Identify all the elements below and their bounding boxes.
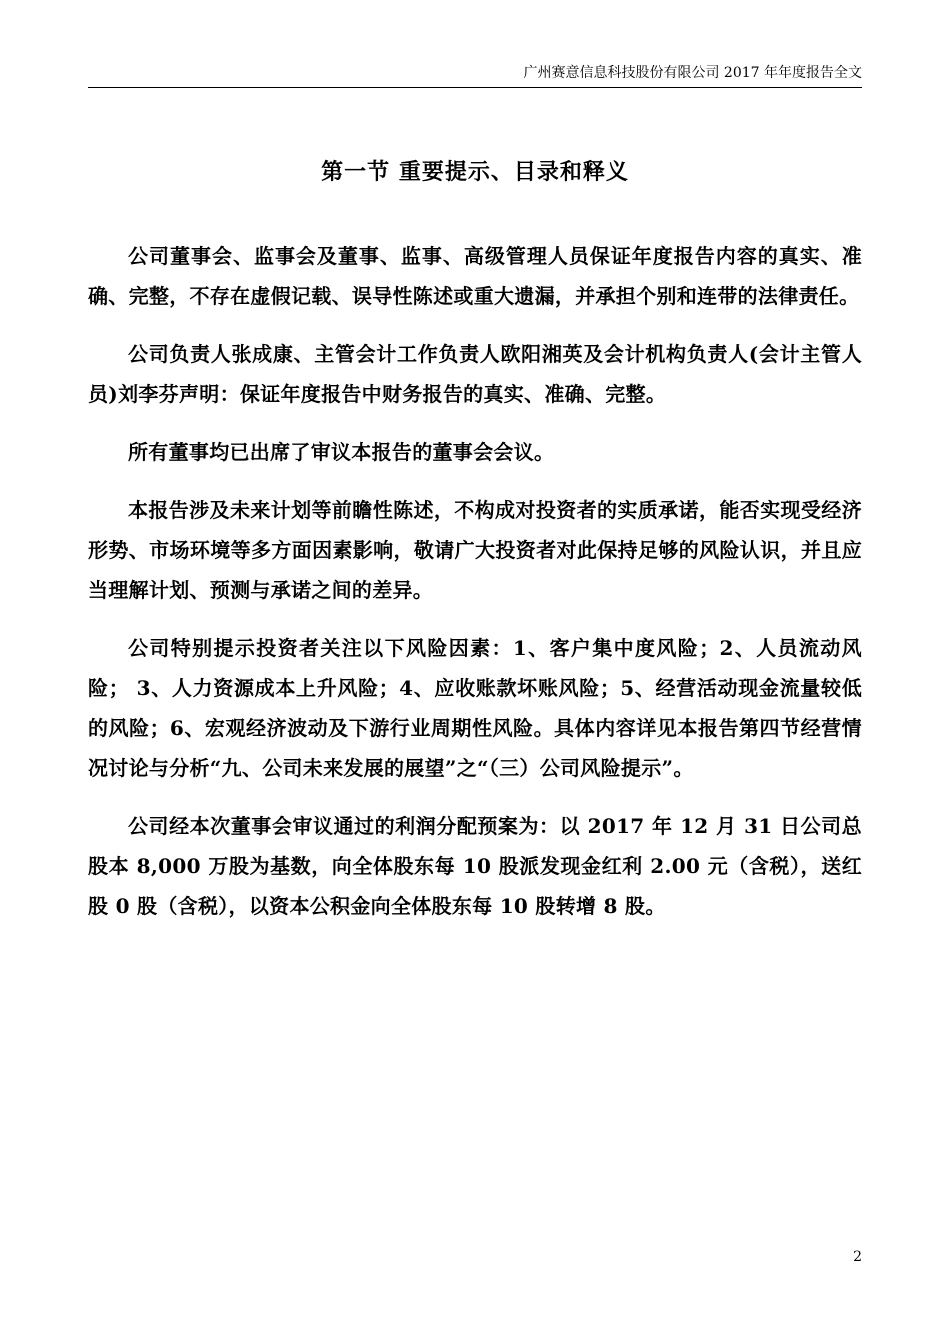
paragraph-profit-distribution: 公司经本次董事会审议通过的利润分配预案为：以 2017 年 12 月 31 日公司总股本 8,000 万股为基数，向全体股东每 10 股派发现金红利 2.00 元（含税），送红股 0 股（含税），以资本公积金向全体股东每 10 股转增 8 股。 [88,814,862,918]
page-header: 广州赛意信息科技股份有限公司 2017 年年度报告全文 [523,65,862,81]
document-body [88,236,862,944]
paragraph-financial-statement-declaration: 公司负责人张成康、主管会计工作负责人欧阳湘英及会计机构负责人(会计主管人员)刘李芬声明：保证年度报告中财务报告的真实、准确、完整。 [88,342,862,406]
section-title: 第一节 重要提示、目录和释义 [321,159,629,185]
paragraph-risk-factors: 公司特别提示投资者关注以下风险因素：1、客户集中度风险；2、人员流动风险； 3、人力资源成本上升风险；4、应收账款坏账风险；5、经营活动现金流量较低的风险；6、宏观经济波动及下游行业周期性风险。具体内容详见本报告第四节经营情况讨论与分析“九、公司未来发展的展望”之“（三）公司风险提示”。 [88,636,862,780]
paragraph-forward-looking-disclaimer: 本报告涉及未来计划等前瞻性陈述，不构成对投资者的实质承诺，能否实现受经济形势、市场环境等多方面因素影响，敬请广大投资者对此保持足够的风险认识，并且应当理解计划、预测与承诺之间的差异。 [88,498,862,602]
paragraph-directors-attendance: 所有董事均已出席了审议本报告的董事会会议。 [128,440,555,464]
header-divider [88,87,862,88]
page-number: 2 [853,1249,862,1265]
paragraph-responsibility-statement: 公司董事会、监事会及董事、监事、高级管理人员保证年度报告内容的真实、准确、完整，不存在虚假记载、误导性陈述或重大遗漏，并承担个别和连带的法律责任。 [88,244,862,308]
